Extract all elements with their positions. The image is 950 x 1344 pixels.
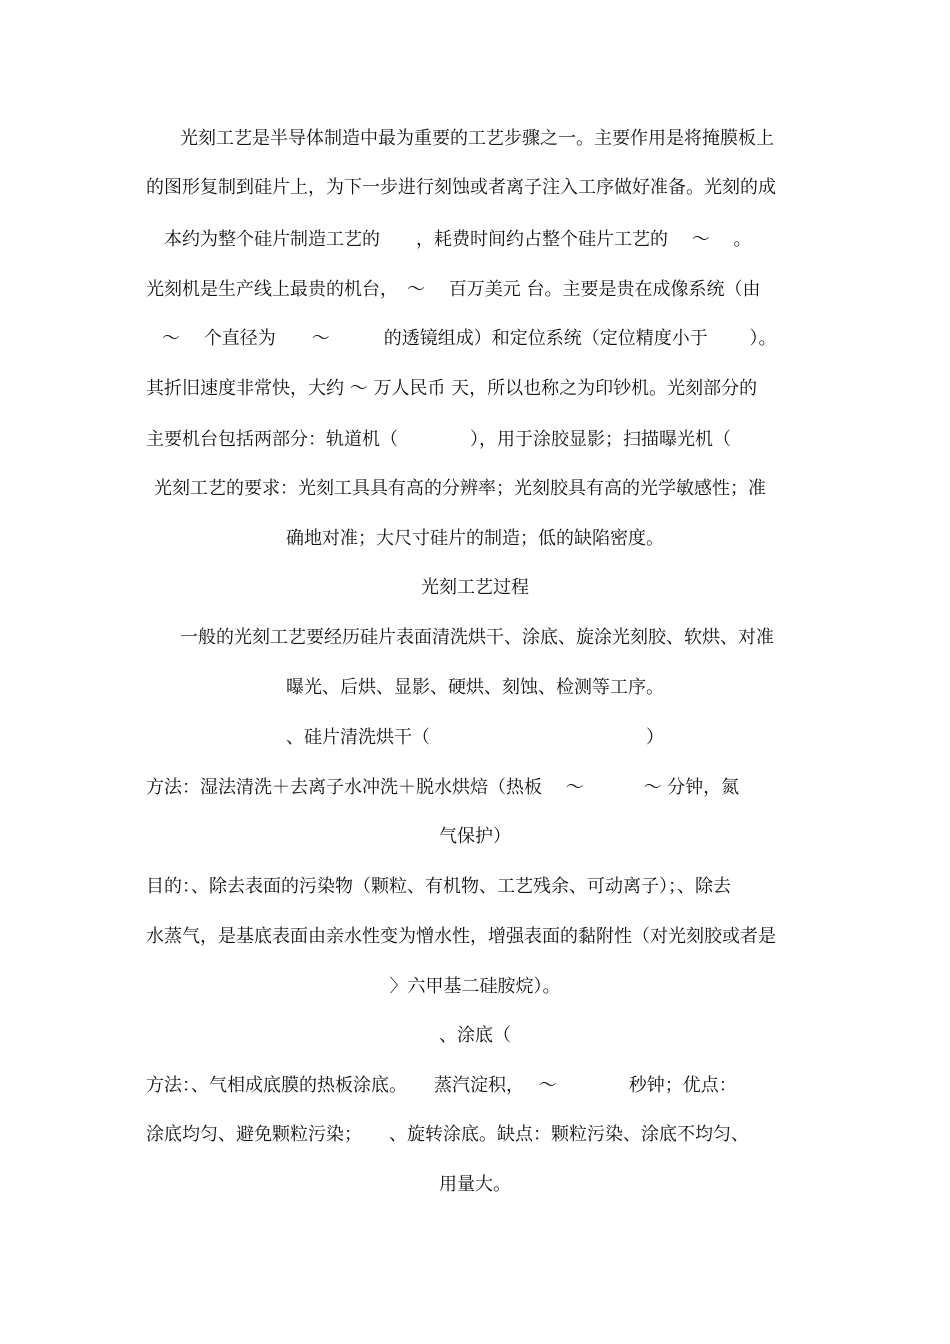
- paragraph-machine-line-3: 其折旧速度非常快，大约 ～ 万人民币 天，所以也称之为印钞机。光刻部分的: [146, 378, 758, 399]
- paragraph-machine-line-2: ～ 个直径为 ～ 的透镜组成）和定位系统（定位精度小于 ）。: [162, 328, 777, 349]
- paragraph-machine-line-1: 光刻机是生产线上最贵的机台， ～ 百万美元 台。主要是贵在成像系统（由: [146, 279, 761, 300]
- paragraph-process-line-1: 一般的光刻工艺要经历硅片表面清洗烘干、涂底、旋涂光刻胶、软烘、对准: [180, 627, 774, 648]
- step-1-method-line-2: 气保护）: [439, 826, 511, 847]
- step-1-method-line-1: 方法：湿法清洗＋去离子水冲洗＋脱水烘焙（热板 ～ ～ 分钟，氮: [146, 777, 740, 798]
- paragraph-requirements-line-2: 确地对准；大尺寸硅片的制造；低的缺陷密度。: [286, 528, 664, 549]
- step-2-method-line-2: 涂底均匀、避免颗粒污染； 、旋转涂底。缺点：颗粒污染、涂底不均匀、: [146, 1124, 749, 1145]
- step-1-purpose-line-3: 〉六甲基二硅胺烷）。: [389, 976, 561, 997]
- step-2-heading: 、涂底（: [439, 1025, 511, 1046]
- step-1-purpose-line-1: 目的：、除去表面的污染物（颗粒、有机物、工艺残余、可动离子）；、除去: [146, 876, 731, 897]
- paragraph-intro-line-1: 光刻工艺是半导体制造中最为重要的工艺步骤之一。主要作用是将掩膜板上: [180, 128, 774, 149]
- step-2-method-line-3: 用量大。: [439, 1174, 511, 1195]
- paragraph-requirements-line-1: 光刻工艺的要求：光刻工具具有高的分辨率；光刻胶具有高的光学敏感性；准: [154, 478, 766, 499]
- paragraph-process-line-2: 曝光、后烘、显影、硬烘、刻蚀、检测等工序。: [286, 677, 664, 698]
- step-1-purpose-line-2: 水蒸气，是基底表面由亲水性变为憎水性，增强表面的黏附性（对光刻胶或者是: [146, 926, 776, 947]
- step-1-heading: 、硅片清洗烘干（ ）: [286, 727, 664, 748]
- section-title: 光刻工艺过程: [421, 577, 529, 598]
- paragraph-intro-line-3: 本约为整个硅片制造工艺的 ，耗费时间约占整个硅片工艺的 ～ 。: [164, 229, 752, 250]
- paragraph-intro-line-2: 的图形复制到硅片上，为下一步进行刻蚀或者离子注入工序做好准备。光刻的成: [146, 177, 776, 198]
- paragraph-machine-line-4: 主要机台包括两部分：轨道机（ ），用于涂胶显影；扫描曝光机（: [146, 429, 731, 450]
- step-2-method-line-1: 方法：、气相成底膜的热板涂底。 蒸汽淀积， ～ 秒钟；优点：: [146, 1075, 737, 1096]
